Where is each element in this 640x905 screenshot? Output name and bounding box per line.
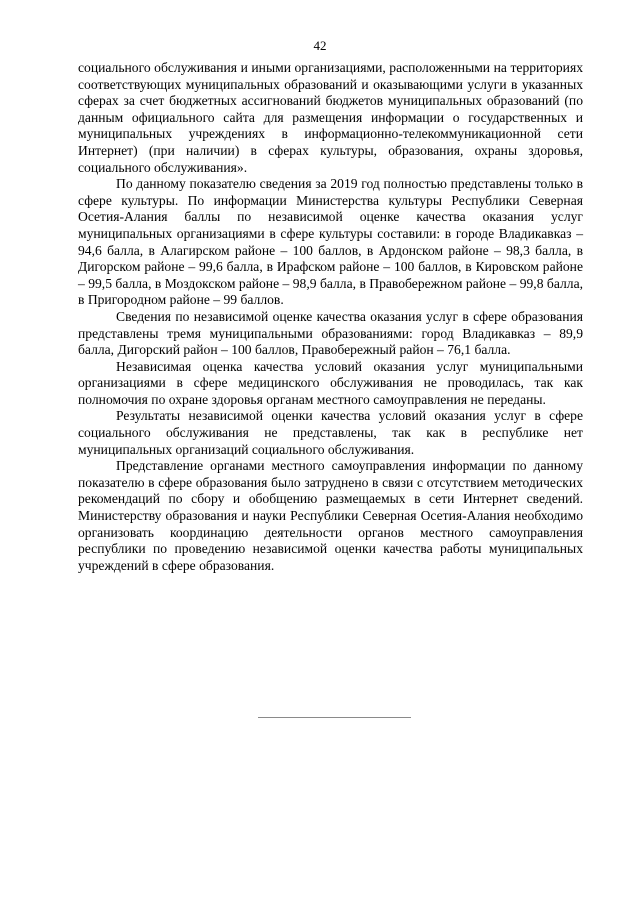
paragraph-culture-scores: По данному показателю сведения за 2019 год полностью представлены только в сфере культуры. По информации Министерства культуры Республики Северная Осетия-Алания баллы по независимой оценке качества оказания услуг муниципальных организациями в сфере культуры составили: в городе Владикавказ – 94,6 балла, в Алагирском районе – 100 баллов, в Ардонском районе – 98,3 балла, в Дигорском районе – 99,6 балла, в Ирафском районе – 100 баллов, в Кировском районе – 99,5 балла, в Моздокском районе – 98,9 балла, в Правобережном районе – 99,8 балла, в Пригородном районе – 99 баллов. — [78, 176, 583, 308]
end-divider-line — [258, 717, 411, 718]
paragraph-social-service: Результаты независимой оценки качества условий оказания услуг в сфере социального обслуживания не представлены, так как в республике нет муниципальных организаций социального обслуживания. — [78, 408, 583, 457]
paragraph-recommendation: Представление органами местного самоуправления информации по данному показателю в сфере образования было затруднено в связи с отсутствием методических рекомендаций по сбору и обобщению размещаемых в сети Интернет сведений. Министерству образования и науки Республики Северная Осетия-Алания необходимо организовать координацию деятельности органов местного самоуправления республики по проведению независимой оценки качества работы муниципальных учреждений в сфере образования. — [78, 458, 583, 573]
body-text — [78, 60, 583, 574]
paragraph-medical: Независимая оценка качества условий оказания услуг муниципальными организациями в сфере медицинского обслуживания не проводилась, так как полномочия по охране здоровья органам местного самоуправления не переданы. — [78, 358, 583, 407]
page-number: 42 — [313, 38, 327, 53]
paragraph-education-scores: Сведения по независимой оценке качества оказания услуг в сфере образования представлены тремя муниципальными образованиями: город Владикавказ – 89,9 балла, Дигорский район – 100 баллов, Правобережный район – 76,1 балла. — [78, 308, 583, 358]
paragraph-continuation: социального обслуживания и иными организациями, расположенными на территориях соответствующих муниципальных образований и оказывающими услуги в указанных сферах за счет бюджетных ассигнований бюджетов муниципальных образований (по данным официального сайта для размещения информации о государственных и муниципальных учреждениях в информационно-телекоммуникационной сети Интернет) (при наличии) в сферах культуры, образования, охраны здоровья, социального обслуживания». — [78, 60, 583, 175]
